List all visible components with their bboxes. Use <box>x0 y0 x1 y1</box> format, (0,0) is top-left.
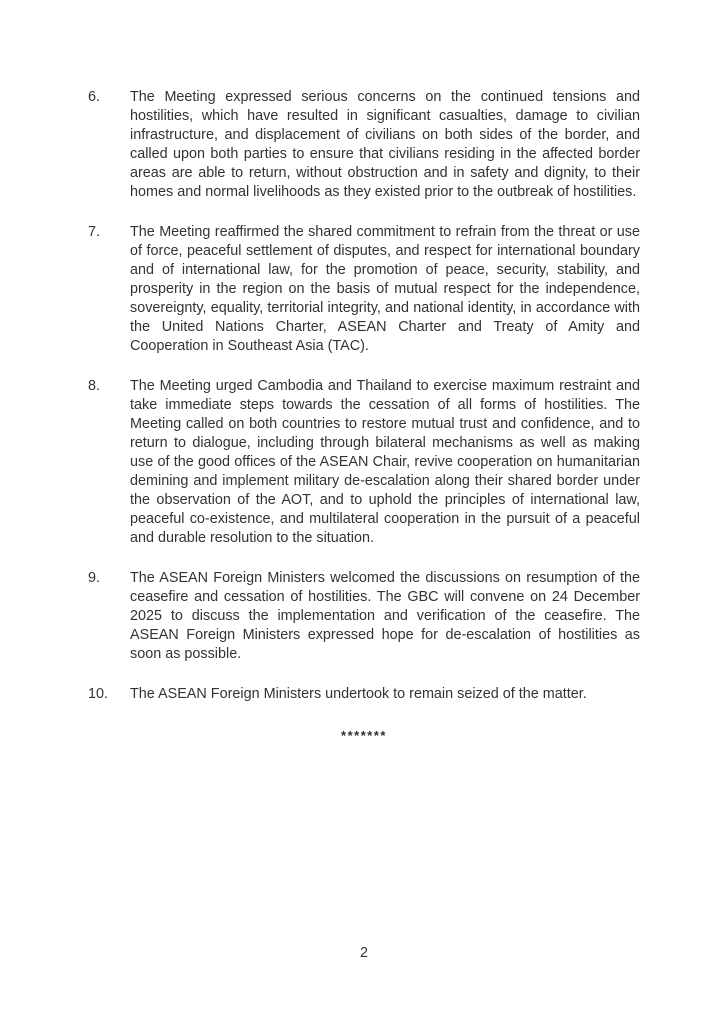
numbered-paragraph <box>88 685 640 704</box>
paragraph-text: The ASEAN Foreign Ministers welcomed the discussions on resumption of the ceasefire and cessation of hostilities. The GBC will convene on 24 December 2025 to discuss the implementation and verification of the ceasefire. The ASEAN Foreign Ministers expressed hope for de-escalation of hostilities as soon as possible. <box>130 570 640 662</box>
paragraph-text: The Meeting expressed serious concerns on the continued tensions and hostilities, which have resulted in significant casualties, damage to civilian infrastructure, and displacement of civilians on both sides of the border, and called upon both parties to ensure that civilians residing in the affected border areas are able to return, without obstruction and in safety and dignity, to their homes and normal livelihoods as they existed prior to the outbreak of hostilities. <box>130 89 640 200</box>
paragraph-number: 8. <box>88 378 101 394</box>
paragraph-number: 6. <box>88 89 101 105</box>
paragraph-text: The ASEAN Foreign Ministers undertook to remain seized of the matter. <box>130 686 587 702</box>
paragraph-text: The Meeting urged Cambodia and Thailand to exercise maximum restraint and take immediate steps towards the cessation of all forms of hostilities. The Meeting called on both countries to restore mutual trust and confidence, and to return to dialogue, including through bilateral mechanisms as well as making use of the good offices of the ASEAN Chair, revive cooperation on humanitarian demining and implement military de-escalation along their shared border under the observation of the AOT, and to uphold the principles of international law, peaceful co-existence, and multilateral cooperation in the pursuit of a peaceful and durable resolution to the situation. <box>130 378 640 546</box>
numbered-paragraph <box>88 377 640 548</box>
numbered-paragraph <box>88 88 640 202</box>
page-number: 2 <box>359 945 368 961</box>
end-of-document-asterisks: ******* <box>341 728 387 743</box>
paragraph-text: The Meeting reaffirmed the shared commitment to refrain from the threat or use of force, peaceful settlement of disputes, and respect for international boundary and of international law, for the promotion of peace, security, stability, and prosperity in the region on the basis of mutual respect for the independence, sovereignty, equality, territorial integrity, and national identity, in accordance with the United Nations Charter, ASEAN Charter and Treaty of Amity and Cooperation in Southeast Asia (TAC). <box>130 224 640 354</box>
numbered-paragraph <box>88 569 640 664</box>
paragraph-number: 9. <box>88 570 101 586</box>
numbered-paragraph <box>88 223 640 356</box>
paragraph-number: 7. <box>88 224 101 240</box>
paragraph-number: 10. <box>88 686 109 702</box>
document-body <box>88 88 640 745</box>
